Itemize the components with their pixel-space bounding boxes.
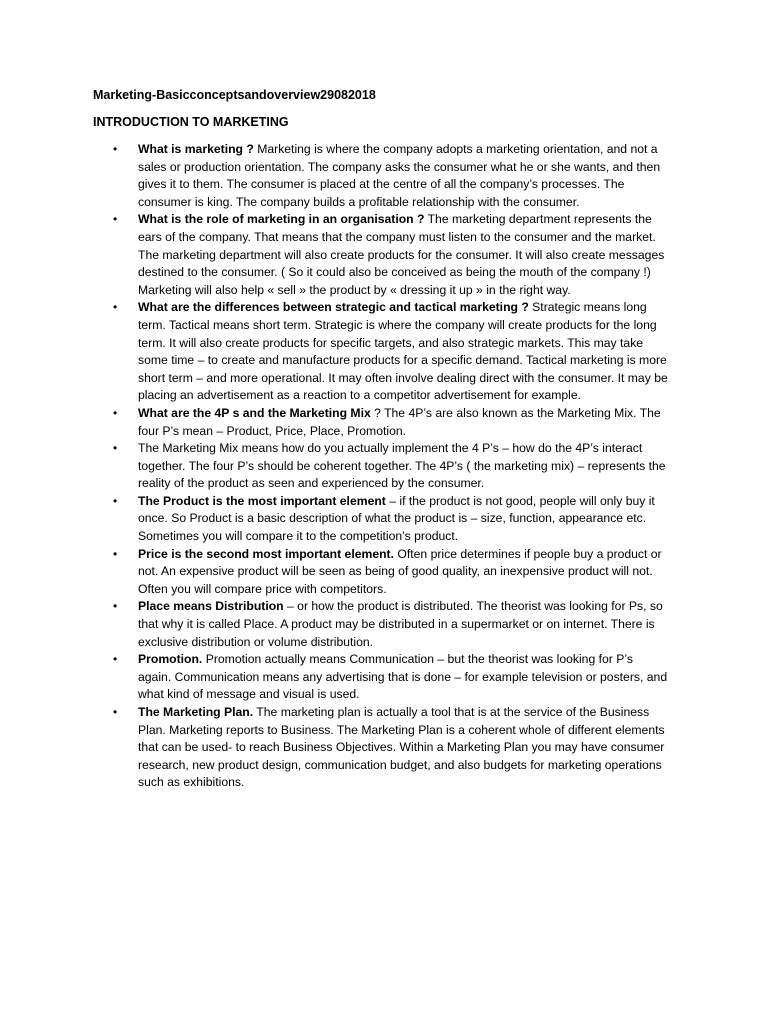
bullet-icon: • (113, 493, 118, 508)
item-lead: What are the differences between strategic and tactical marketing ? (138, 300, 529, 315)
list-item (113, 405, 668, 440)
item-text: – or how the product is distributed. The theorist was looking for Ps, so that why it is called Place. A product may be distributed in a supermarket or on internet. There is exclusive distribution or volume distribution. (138, 599, 663, 649)
bullet-icon: • (113, 405, 118, 420)
item-lead: Promotion. (138, 652, 203, 667)
list-item (113, 211, 668, 299)
item-text: The marketing department represents the ears of the company. That means that the company must listen to the consumer and the market. The marketing department will also create products for the consumer. It will also create messages destined to the consumer. ( So it could also be conceived as being the mouth of the company !) Marketing will also help « sell » the product by « dressing it up » in the right way. (138, 212, 665, 297)
bullet-icon: • (113, 546, 118, 561)
bullet-icon: • (113, 300, 118, 315)
section-heading: INTRODUCTION TO MARKETING (93, 115, 289, 129)
item-text: Strategic means long term. Tactical means short term. Strategic is where the company will create products for the long term. It will also create products for specific targets, and also strategic markets. This may take some time – to create and manufacture products for a specific demand. Tactical marketing is more short term – and more operational. It may often involve dealing direct with the consumer. It may be placing an advertisement as a reaction to a competitor advertisement for example. (138, 300, 668, 403)
bullet-icon: • (113, 599, 118, 614)
item-text: The Marketing Mix means how do you actually implement the 4 P’s – how do the 4P’s interact together. The four P’s should be coherent together. The 4P’s ( the marketing mix) – represents the reality of the product as seen and experienced by the consumer. (138, 441, 666, 491)
document-title: Marketing-Basicconceptsandoverview29082018 (93, 88, 376, 102)
bullet-icon: • (113, 705, 118, 719)
item-lead: What is marketing ? (138, 142, 254, 156)
bullet-icon: • (113, 441, 118, 456)
bullet-list (113, 141, 668, 792)
bullet-icon: • (113, 652, 118, 667)
list-item (113, 651, 668, 704)
item-text: Often price determines if people buy a product or not. An expensive product will be seen as being of good quality, an inexpensive product will not. Often you will compare price with competitors. (138, 546, 662, 596)
list-item (113, 299, 668, 405)
bullet-icon: • (113, 212, 118, 227)
item-text: – if the product is not good, people will only buy it once. So Product is a basic description of what the product is – size, function, appearance etc. Sometimes you will compare it to the competition’s product. (138, 493, 655, 544)
item-lead: The Marketing Plan. (138, 705, 254, 719)
list-item (113, 141, 668, 211)
list-item (113, 440, 668, 493)
item-text: Promotion actually means Communication – but the theorist was looking for P’s again. Communication means any advertising that is done – for example television or posters, and what kind of message and visual is used. (138, 652, 668, 702)
bullet-icon: • (113, 142, 118, 156)
item-lead: Place means Distribution (138, 599, 284, 614)
list-item (113, 704, 668, 792)
item-text: ? The 4P’s are also known as the Marketing Mix. The four P’s mean – Product, Price, Place, Promotion. (138, 405, 661, 438)
list-item (113, 598, 668, 651)
item-text: The marketing plan is actually a tool that is at the service of the Business Plan. Marketing reports to Business. The Marketing Plan is a coherent whole of different elements that can be used- to reach Business Objectives. Within a Marketing Plan you may have consumer research, new product design, communication budget, and also budgets for marketing operations such as exhibitions. (138, 705, 665, 790)
item-lead: What are the 4P s and the Marketing Mix (138, 405, 371, 420)
item-lead: What is the role of marketing in an organisation ? (138, 212, 425, 227)
item-lead: The Product is the most important element (138, 493, 386, 508)
item-text: Marketing is where the company adopts a marketing orientation, and not a sales or production orientation. The company asks the consumer what he or she wants, and then gives it to them. The consumer is placed at the centre of all the company’s processes. The consumer is king. The company builds a profitable relationship with the consumer. (138, 142, 661, 209)
item-lead: Price is the second most important element. (138, 546, 395, 561)
list-item (113, 493, 668, 546)
list-item (113, 546, 668, 599)
